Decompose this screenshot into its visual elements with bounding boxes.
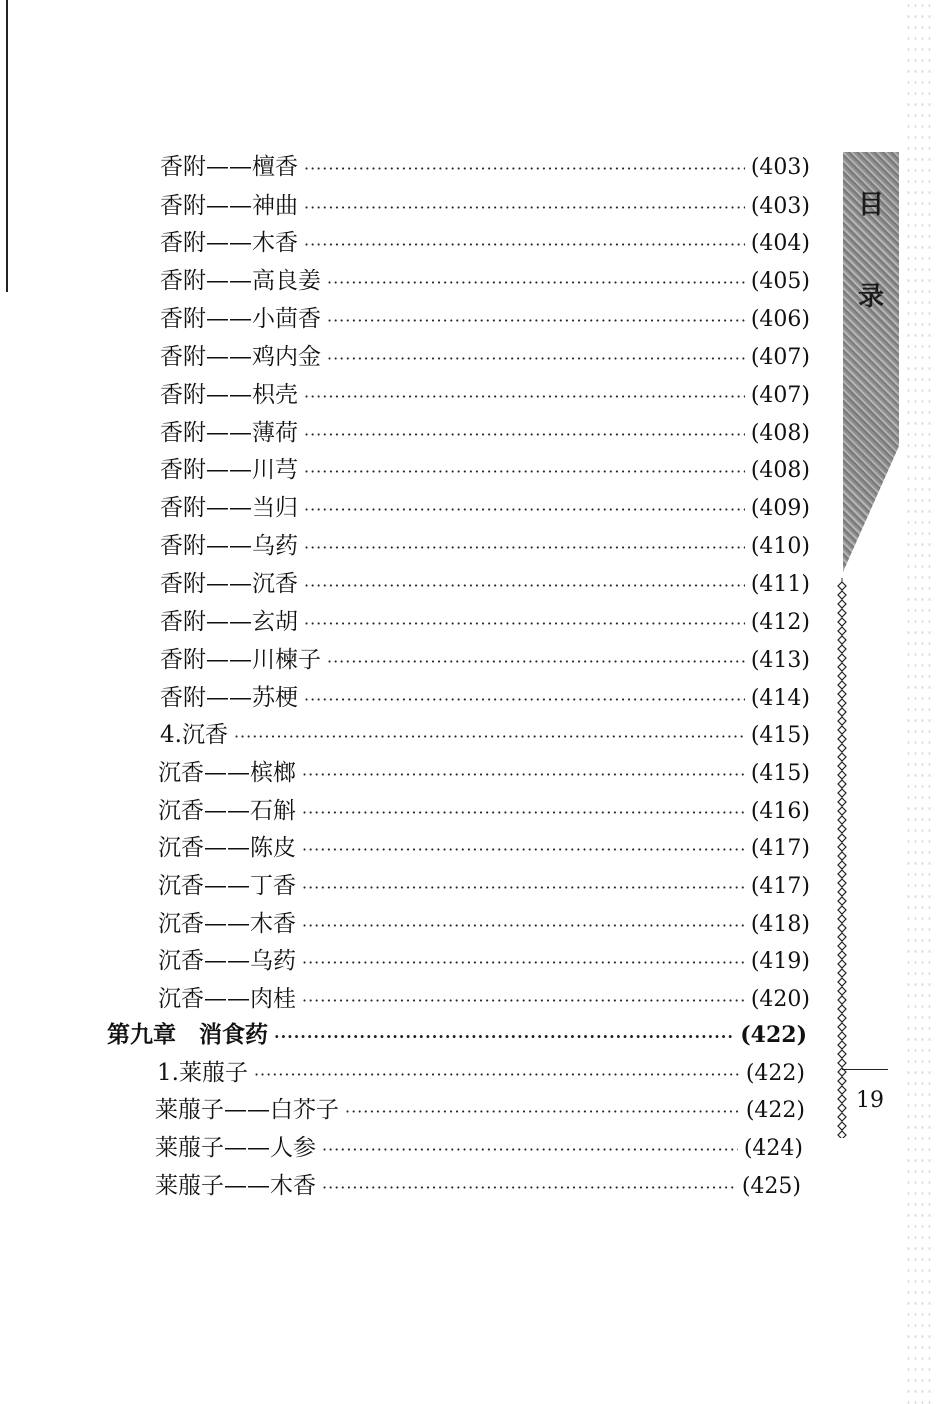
chain-diamond (838, 951, 846, 959)
chain-diamond (838, 924, 846, 932)
toc-entry-page: (422) (745, 1061, 805, 1086)
chain-diamond (838, 600, 846, 608)
dot-leader (304, 230, 745, 260)
folio-rule (842, 1069, 888, 1070)
chain-diamond (838, 1059, 846, 1067)
dot-leader (304, 457, 745, 487)
chain-diamond (838, 1050, 846, 1058)
chain-diamond (838, 699, 846, 707)
chain-diamond (838, 645, 846, 653)
toc-entry-title: 香附——薄荷 (160, 420, 298, 446)
toc-entry[interactable] (158, 984, 810, 1016)
dot-leader (302, 948, 745, 978)
dot-leader (322, 1135, 738, 1165)
toc-entry[interactable] (160, 418, 810, 450)
toc-entry-page: (416) (750, 799, 810, 824)
toc-entry[interactable] (158, 758, 810, 790)
chain-diamond (838, 1005, 846, 1013)
chain-diamond (838, 762, 846, 770)
dot-leader (327, 647, 745, 677)
chain-diamond (838, 690, 846, 698)
toc-entry-page: (415) (750, 761, 810, 786)
chain-diamond (838, 663, 846, 671)
chain-diamond (838, 654, 846, 662)
toc-entry-title: 香附——玄胡 (160, 609, 298, 635)
toc-entry-title: 香附——沉香 (160, 571, 298, 597)
toc-entry-title: 莱菔子——木香 (155, 1173, 316, 1199)
toc-entry-page: (403) (750, 155, 810, 180)
chain-diamond (838, 672, 846, 680)
toc-entry-page: (414) (750, 686, 810, 711)
page-edge-texture (905, 0, 935, 1404)
dot-leader (304, 533, 745, 563)
dot-leader (302, 986, 745, 1016)
side-tab-char-2: 录 (857, 282, 884, 312)
chain-diamond (838, 717, 846, 725)
chain-diamond (838, 843, 846, 851)
toc-entry[interactable] (160, 720, 810, 752)
toc-entry-title: 沉香——石斛 (158, 798, 296, 824)
dot-leader (302, 835, 745, 865)
chain-diamond (838, 933, 846, 941)
page-number: 19 (856, 1088, 884, 1113)
dot-leader (302, 798, 745, 828)
chain-diamond (838, 852, 846, 860)
toc-chapter-entry[interactable] (107, 1020, 807, 1052)
toc-entry-page: (420) (750, 987, 810, 1012)
chain-diamond (838, 1095, 846, 1103)
chain-diamond (838, 771, 846, 779)
chain-diamond (838, 969, 846, 977)
toc-entry-title: 沉香——陈皮 (158, 835, 296, 861)
chain-diamond (838, 861, 846, 869)
chain-diamond (838, 591, 846, 599)
chain-diamond (838, 726, 846, 734)
toc-entry-page: (410) (750, 534, 810, 559)
toc-entry-page: (418) (750, 912, 810, 937)
toc-entry-page: (404) (750, 231, 810, 256)
toc-entry-title: 香附——神曲 (160, 193, 298, 219)
toc-entry[interactable] (158, 946, 810, 978)
toc-entry-title: 莱菔子——人参 (155, 1135, 316, 1161)
chain-diamond (838, 870, 846, 878)
dot-leader (304, 571, 745, 601)
toc-entry[interactable] (158, 833, 810, 865)
toc-entry-page: (413) (750, 648, 810, 673)
toc-entry-title: 香附——当归 (160, 495, 298, 521)
diamond-chain-ornament (832, 578, 852, 1138)
dot-leader (322, 1173, 736, 1203)
chain-diamond (838, 744, 846, 752)
toc-entry-page: (424) (743, 1136, 803, 1161)
toc-entry-page: (405) (750, 269, 810, 294)
chain-diamond (838, 798, 846, 806)
dot-leader (304, 685, 745, 715)
chain-diamond (838, 780, 846, 788)
toc-entry[interactable] (160, 493, 810, 525)
toc-entry[interactable] (160, 531, 810, 563)
toc-entry-title: 沉香——肉桂 (158, 986, 296, 1012)
toc-entry-title: 香附——乌药 (160, 533, 298, 559)
dot-leader (304, 420, 745, 450)
toc-entry-title: 莱菔子——白芥子 (155, 1097, 339, 1123)
toc-entry[interactable] (160, 152, 810, 184)
chain-diamond (838, 888, 846, 896)
dot-leader (345, 1097, 740, 1127)
dot-leader (304, 495, 745, 525)
chain-diamond (838, 1104, 846, 1112)
chain-diamond (838, 1122, 846, 1130)
toc-entry[interactable] (160, 266, 810, 298)
chain-diamond (838, 879, 846, 887)
toc-entry-title: 沉香——乌药 (158, 948, 296, 974)
chain-diamond (838, 681, 846, 689)
toc-entry-page: (411) (750, 572, 810, 597)
toc-entry-title: 1.莱菔子 (157, 1060, 248, 1086)
toc-entry-title: 沉香——丁香 (158, 873, 296, 899)
chain-diamond (838, 897, 846, 905)
dot-leader (327, 268, 745, 298)
chain-diamond (838, 1131, 846, 1138)
toc-entry-title: 香附——木香 (160, 230, 298, 256)
chain-diamond (838, 1023, 846, 1031)
toc-entry-page: (408) (750, 421, 810, 446)
toc-entry-page: (417) (750, 874, 810, 899)
toc-entry[interactable] (160, 304, 810, 336)
dot-leader (304, 193, 745, 223)
toc-entry-title: 香附——高良姜 (160, 268, 321, 294)
chain-diamond (838, 996, 846, 1004)
toc-entry-page: (425) (741, 1174, 801, 1199)
chain-diamond (838, 735, 846, 743)
toc-entry[interactable] (158, 909, 810, 941)
toc-entry-title: 香附——鸡内金 (160, 344, 321, 370)
dot-leader (304, 382, 745, 412)
chain-diamond (838, 1086, 846, 1094)
toc-entry-title: 沉香——木香 (158, 911, 296, 937)
toc-entry-title: 4.沉香 (160, 722, 228, 748)
toc-entry[interactable] (158, 796, 810, 828)
chain-diamond (838, 816, 846, 824)
toc-entry-title: 香附——小茴香 (160, 306, 321, 332)
toc-entry-page: (419) (750, 949, 810, 974)
chain-diamond (838, 1032, 846, 1040)
chain-diamond (838, 753, 846, 761)
toc-entry-page: (422) (745, 1098, 805, 1123)
toc-entry-title: 香附——苏梗 (160, 685, 298, 711)
toc-entry-title: 香附——川楝子 (160, 647, 321, 673)
toc-entry[interactable] (158, 871, 810, 903)
toc-entry[interactable] (160, 342, 810, 374)
dot-leader (254, 1060, 740, 1090)
toc-entry[interactable] (160, 191, 810, 223)
toc-entry[interactable] (155, 1171, 801, 1203)
toc-entry[interactable] (160, 645, 810, 677)
toc-entry-title: 沉香——槟榔 (158, 760, 296, 786)
toc-entry-page: (415) (750, 723, 810, 748)
toc-entry[interactable] (160, 380, 810, 412)
dot-leader (274, 1022, 734, 1052)
toc-entry-page: (408) (750, 458, 810, 483)
toc-entry-page: (407) (750, 383, 810, 408)
toc-entry-page: (409) (750, 496, 810, 521)
chain-diamond (838, 825, 846, 833)
chain-diamond (838, 1113, 846, 1121)
toc-entry[interactable] (155, 1133, 803, 1165)
dot-leader (327, 306, 745, 336)
toc-entry[interactable] (160, 228, 810, 260)
toc-entry-page: (422) (740, 1022, 807, 1048)
chain-diamond (838, 834, 846, 842)
chain-diamond (838, 906, 846, 914)
chain-diamond (838, 960, 846, 968)
toc-entry-title: 香附——川芎 (160, 457, 298, 483)
toc-entry-page: (417) (750, 836, 810, 861)
chain-diamond (838, 1041, 846, 1049)
chain-diamond (838, 789, 846, 797)
chain-diamond (838, 915, 846, 923)
chain-diamond (838, 636, 846, 644)
dot-leader (302, 911, 745, 941)
chain-diamond (838, 609, 846, 617)
toc-entry[interactable] (155, 1095, 805, 1127)
side-tab-char-1: 目 (857, 190, 884, 220)
toc-entry[interactable] (160, 607, 810, 639)
toc-entry-page: (412) (750, 610, 810, 635)
chain-diamond (838, 1014, 846, 1022)
dot-leader (327, 344, 745, 374)
chain-diamond (838, 627, 846, 635)
chain-diamond (838, 978, 846, 986)
page-edge-rule (6, 0, 8, 292)
chain-diamond (838, 1077, 846, 1085)
chain-diamond (838, 942, 846, 950)
chain-diamond (838, 708, 846, 716)
toc-entry[interactable] (157, 1058, 805, 1090)
toc-entry-title: 香附——檀香 (160, 154, 298, 180)
chain-diamond (838, 618, 846, 626)
toc-entry-page: (403) (750, 194, 810, 219)
toc-entry[interactable] (160, 455, 810, 487)
chain-diamond (838, 582, 846, 590)
toc-entry[interactable] (160, 569, 810, 601)
toc-entry-page: (407) (750, 345, 810, 370)
toc-entry-title: 香附——枳壳 (160, 382, 298, 408)
toc-entry[interactable] (160, 683, 810, 715)
chain-diamond (838, 987, 846, 995)
toc-chapter-title: 第九章 消食药 (107, 1021, 268, 1048)
dot-leader (304, 154, 745, 184)
dot-leader (302, 760, 745, 790)
dot-leader (234, 722, 745, 752)
toc-entry-page: (406) (750, 307, 810, 332)
dot-leader (302, 873, 745, 903)
dot-leader (304, 609, 745, 639)
chain-diamond (838, 807, 846, 815)
